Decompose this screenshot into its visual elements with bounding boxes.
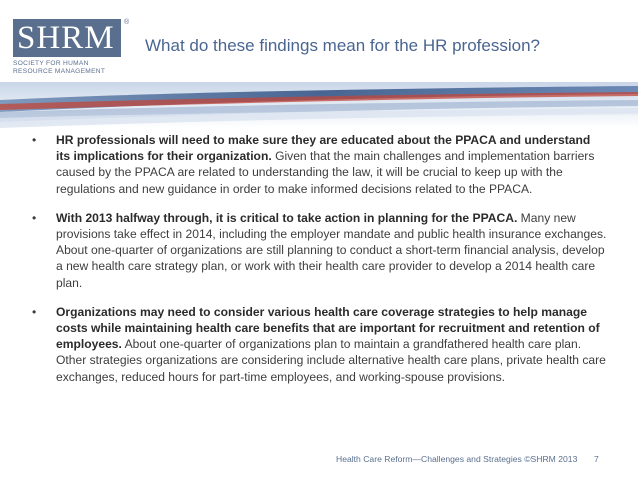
bullet-bold-lead: Organizations may need to consider various health care coverage strategies to help manage costs while maintaining health care benefits that are important for recruitment and retention of employees.	[56, 304, 600, 352]
logo-subtitle-line: SOCIETY FOR HUMAN	[13, 60, 89, 67]
logo-wordmark: SHRM	[13, 19, 121, 57]
bullet-item	[32, 304, 607, 385]
bullet-item	[32, 132, 607, 197]
bullet-item	[32, 210, 607, 291]
bullet-bold-lead: HR professionals will need to make sure they are educated about the PPACA and understand its implications for their organization.	[56, 133, 591, 164]
footer-text: Health Care Reform—Challenges and Strategies ©SHRM 2013	[336, 454, 578, 464]
bullet-text: Many new provisions take effect in 2014, including the employer mandate and public health insurance exchanges. About one-quarter of organizations are still planning to conduct a short-term financial analysis, develop a new health care strategy plan, or work with their health care provider to develop a 2014 health care plan.	[56, 210, 607, 290]
registered-mark: ®	[124, 19, 130, 26]
bullet-text: About one-quarter of organizations plan to maintain a grandfathered health care plan. Other strategies organizations are considering include alternative health care plans, private health care exchanges, reduced hours for part-time employees, and working-spouse provisions.	[56, 337, 606, 384]
bullet-list	[32, 132, 607, 398]
shrm-logo	[13, 19, 130, 89]
bullet-text: Given that the main challenges and implementation barriers caused by the PPACA are related to understanding the law, it will be crucial to keep up with the regulations and new guidance in order to make informed decisions related to the PPACA.	[56, 149, 595, 196]
decorative-band	[0, 82, 638, 128]
slide-title: What do these findings mean for the HR profession?	[145, 36, 540, 55]
logo-subtitle	[13, 60, 123, 76]
bullet-icon: •	[32, 304, 37, 319]
logo-subtitle-line: RESOURCE MANAGEMENT	[13, 68, 106, 75]
bullet-icon: •	[32, 133, 37, 147]
page-number: 7	[594, 454, 599, 464]
bullet-bold-lead: With 2013 halfway through, it is critical to take action in planning for the PPACA.	[56, 210, 518, 225]
bullet-icon: •	[32, 210, 37, 225]
